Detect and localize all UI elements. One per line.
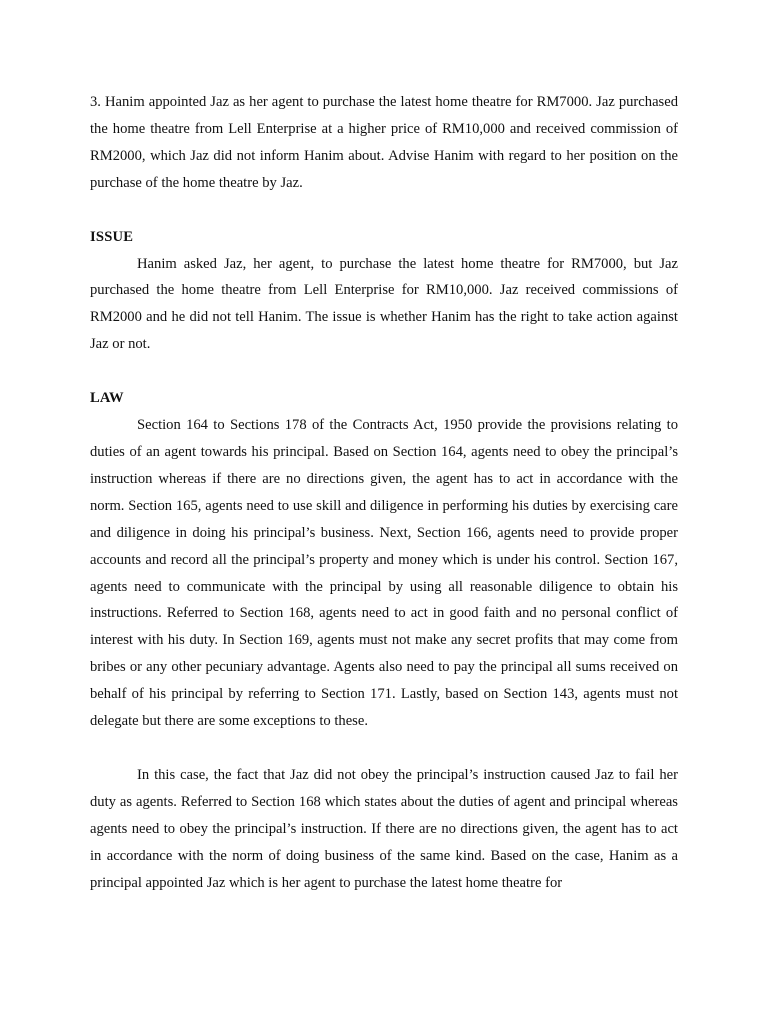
law-paragraph: Section 164 to Sections 178 of the Contracts Act, 1950 provide the provisions relating to duties of an agent towards his principal. Based on Section 164, agents need to obey the principal’s instruction whereas if there are no directions given, the agent has to act in accordance with the norm. Section 165, agents need to use skill and diligence in performing his duties by exercising care and diligence in doing his principal’s business. Next, Section 166, agents need to provide proper accounts and record all the principal’s property and money which is under his control. Section 167, agents need to communicate with the principal by using all reasonable diligence to obtain his instructions. Referred to Section 168, agents need to act in good faith and no personal conflict of interest with his duty. In Section 169, agents must not make any secret profits that may come from bribes or any other pecuniary advantage. Agents also need to pay the principal all sums received on behalf of his principal by referring to Section 171. Lastly, based on Section 143, agents must not delegate but there are some exceptions to these. bbox=[90, 417, 678, 730]
law-heading: LAW bbox=[90, 390, 124, 407]
spacer bbox=[90, 358, 678, 385]
issue-paragraph: Hanim asked Jaz, her agent, to purchase the latest home theatre for RM7000, but Jaz purchased the home theatre from Lell Enterprise for RM10,000. Jaz received commissions of RM2000 and he did not tell Hanim. The issue is whether Hanim has the right to take action against Jaz or not. bbox=[90, 255, 678, 353]
spacer bbox=[90, 735, 678, 762]
issue-heading: ISSUE bbox=[90, 228, 134, 245]
spacer bbox=[90, 197, 678, 224]
question-paragraph: 3. Hanim appointed Jaz as her agent to purchase the latest home theatre for RM7000. Jaz purchased the home theatre from Lell Enterprise at a higher price of RM10,000 and received commission of RM2000, which Jaz did not inform Hanim about. Advise Hanim with regard to her position on the purchase of the home theatre by Jaz. bbox=[90, 94, 678, 191]
application-paragraph: In this case, the fact that Jaz did not obey the principal’s instruction caused Jaz to fail her duty as agents. Referred to Section 168 which states about the duties of agent and principal whereas agents need to obey the principal’s instruction. If there are no directions given, the agent has to act in accordance with the norm of doing business of the same kind. Based on the case, Hanim as a principal appointed Jaz which is her agent to purchase the latest home theatre for bbox=[90, 766, 678, 891]
